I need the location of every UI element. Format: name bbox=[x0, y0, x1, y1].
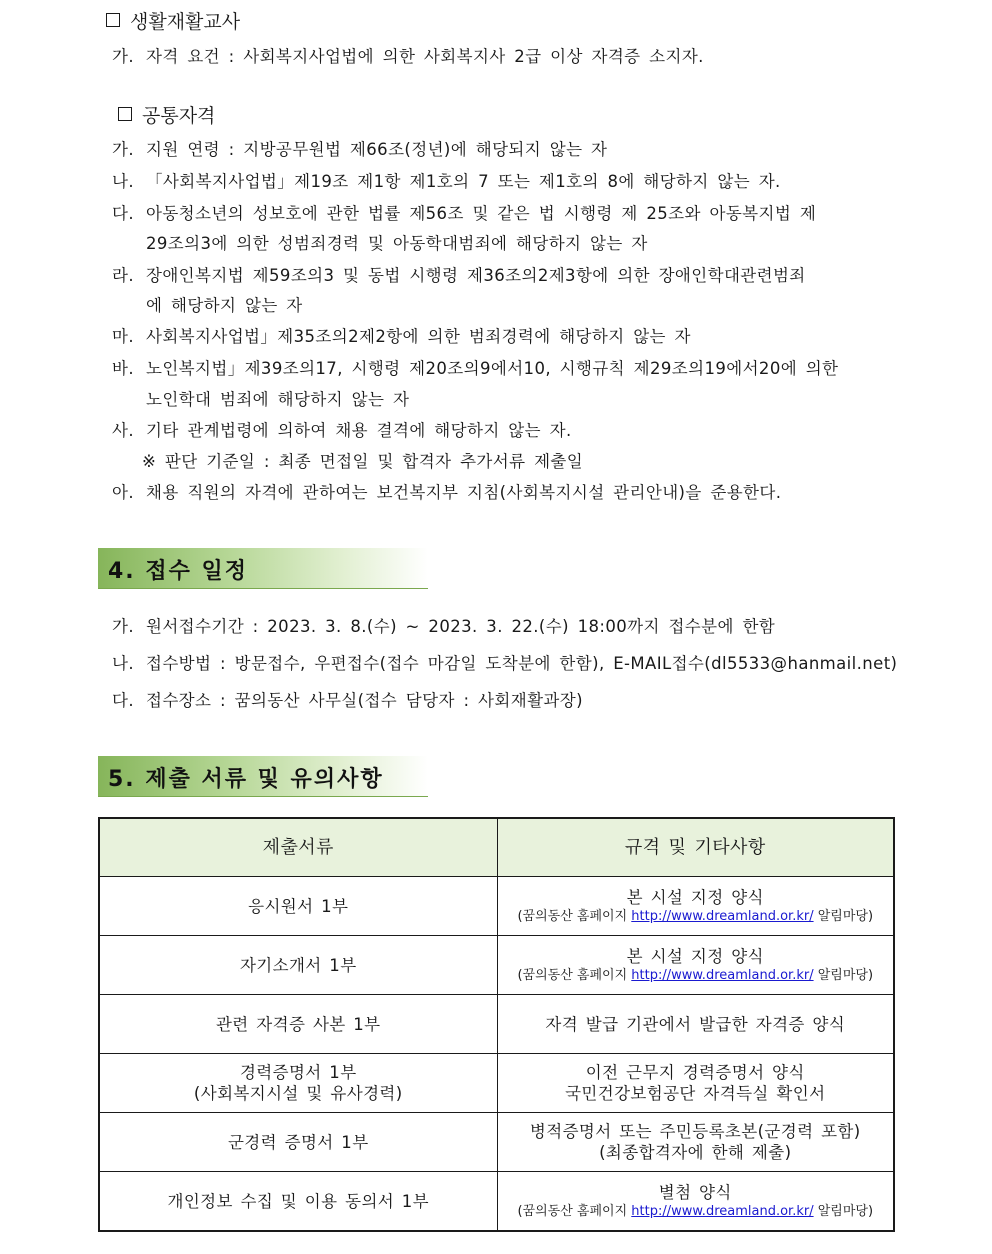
doc-cell: 군경력 증명서 1부 bbox=[99, 1113, 497, 1172]
doc-cell: 자기소개서 1부 bbox=[99, 936, 497, 995]
header-documents: 제출서류 bbox=[99, 818, 497, 877]
spec-subnote: (꿈의동산 홈페이지 http://www.dreamland.or.kr/ 알림마당) bbox=[517, 968, 874, 983]
table-row bbox=[99, 1054, 894, 1113]
documents-table bbox=[98, 817, 895, 1232]
schedule-item: 가. 원서접수기간 : 2023. 3. 8.(수) ~ 2023. 3. 22.(수) 18:00까지 접수분에 한함 bbox=[112, 617, 776, 636]
header-specs: 규격 및 기타사항 bbox=[497, 818, 894, 877]
schedule-item: 나. 접수방법 : 방문접수, 우편접수(접수 마감일 도착분에 한함), E-MAIL접수(dl5533@hanmail.net) bbox=[112, 654, 898, 673]
common-item: 나. 「사회복지사업법」제19조 제1항 제1호의 7 또는 제1호의 8에 해당하지 않는 자. bbox=[112, 172, 781, 191]
common-item: 라. 장애인복지법 제59조의3 및 동법 시행령 제36조의2제3항에 의한 장애인학대관련범죄 bbox=[112, 266, 806, 285]
common-item: 가. 지원 연령 : 지방공무원법 제66조(정년)에 해당되지 않는 자 bbox=[112, 140, 608, 159]
spec-cell: 자격 발급 기관에서 발급한 자격증 양식 bbox=[497, 995, 894, 1054]
homepage-link[interactable]: http://www.dreamland.or.kr/ bbox=[631, 968, 814, 983]
table-row bbox=[99, 1113, 894, 1172]
doc-cell: 경력증명서 1부 (사회복지시설 및 유사경력) bbox=[99, 1054, 497, 1113]
table-row bbox=[99, 995, 894, 1054]
spec-cell: 별첨 양식 (꿈의동산 홈페이지 http://www.dreamland.or.kr/ 알림마당) bbox=[497, 1172, 894, 1232]
section-header-documents: 5. 제출 서류 및 유의사항 bbox=[98, 756, 428, 797]
spec-cell: 이전 근무지 경력증명서 양식 국민건강보험공단 자격득실 확인서 bbox=[497, 1054, 894, 1113]
common-heading: 공통자격 bbox=[118, 101, 215, 128]
spec-subnote: (꿈의동산 홈페이지 http://www.dreamland.or.kr/ 알림마당) bbox=[517, 909, 874, 924]
doc-cell: 관련 자격증 사본 1부 bbox=[99, 995, 497, 1054]
common-item: 바. 노인복지법」제39조의17, 시행령 제20조의9에서10, 시행규칙 제29조의19에서20에 의한 bbox=[112, 359, 839, 378]
doc-cell: 개인정보 수집 및 이용 동의서 1부 bbox=[99, 1172, 497, 1232]
table-header-row bbox=[99, 818, 894, 877]
homepage-link[interactable]: http://www.dreamland.or.kr/ bbox=[631, 909, 814, 924]
table-row bbox=[99, 1172, 894, 1232]
common-item: 사. 기타 관계법령에 의하여 채용 결격에 해당하지 않는 자. bbox=[112, 421, 572, 440]
qualification-item: 가. 자격 요건 : 사회복지사업법에 의한 사회복지사 2급 이상 자격증 소지자. bbox=[112, 47, 704, 66]
table-row bbox=[99, 877, 894, 936]
doc-cell: 응시원서 1부 bbox=[99, 877, 497, 936]
common-item: 아. 채용 직원의 자격에 관하여는 보건복지부 지침(사회복지시설 관리안내)을 준용한다. bbox=[112, 483, 782, 502]
common-item: 마. 사회복지사업법」제35조의2제2항에 의한 범죄경력에 해당하지 않는 자 bbox=[112, 327, 691, 346]
spec-subnote: (꿈의동산 홈페이지 http://www.dreamland.or.kr/ 알림마당) bbox=[517, 1204, 874, 1219]
spec-cell: 본 시설 지정 양식 (꿈의동산 홈페이지 http://www.dreamland.or.kr/ 알림마당) bbox=[497, 936, 894, 995]
spec-cell: 병적증명서 또는 주민등록초본(군경력 포함) (최종합격자에 한해 제출) bbox=[497, 1113, 894, 1172]
common-item: 다. 아동청소년의 성보호에 관한 법률 제56조 및 같은 법 시행령 제 25조와 아동복지법 제 bbox=[112, 204, 817, 223]
checkbox-square-icon bbox=[118, 107, 132, 121]
checkbox-square-icon bbox=[106, 13, 120, 27]
criteria-note: ※ 판단 기준일 : 최종 면접일 및 합격자 추가서류 제출일 bbox=[142, 452, 584, 471]
common-item-continuation: 에 해당하지 않는 자 bbox=[146, 296, 303, 315]
homepage-link[interactable]: http://www.dreamland.or.kr/ bbox=[631, 1204, 814, 1219]
table-row bbox=[99, 936, 894, 995]
schedule-item: 다. 접수장소 : 꿈의동산 사무실(접수 담당자 : 사회재활과장) bbox=[112, 691, 583, 710]
section-header-schedule: 4. 접수 일정 bbox=[98, 548, 428, 589]
qualification-heading: 생활재활교사 bbox=[106, 7, 240, 34]
common-item-continuation: 노인학대 범죄에 해당하지 않는 자 bbox=[146, 390, 410, 409]
spec-cell: 본 시설 지정 양식 (꿈의동산 홈페이지 http://www.dreamland.or.kr/ 알림마당) bbox=[497, 877, 894, 936]
common-item-continuation: 29조의3에 의한 성범죄경력 및 아동학대범죄에 해당하지 않는 자 bbox=[146, 234, 648, 253]
